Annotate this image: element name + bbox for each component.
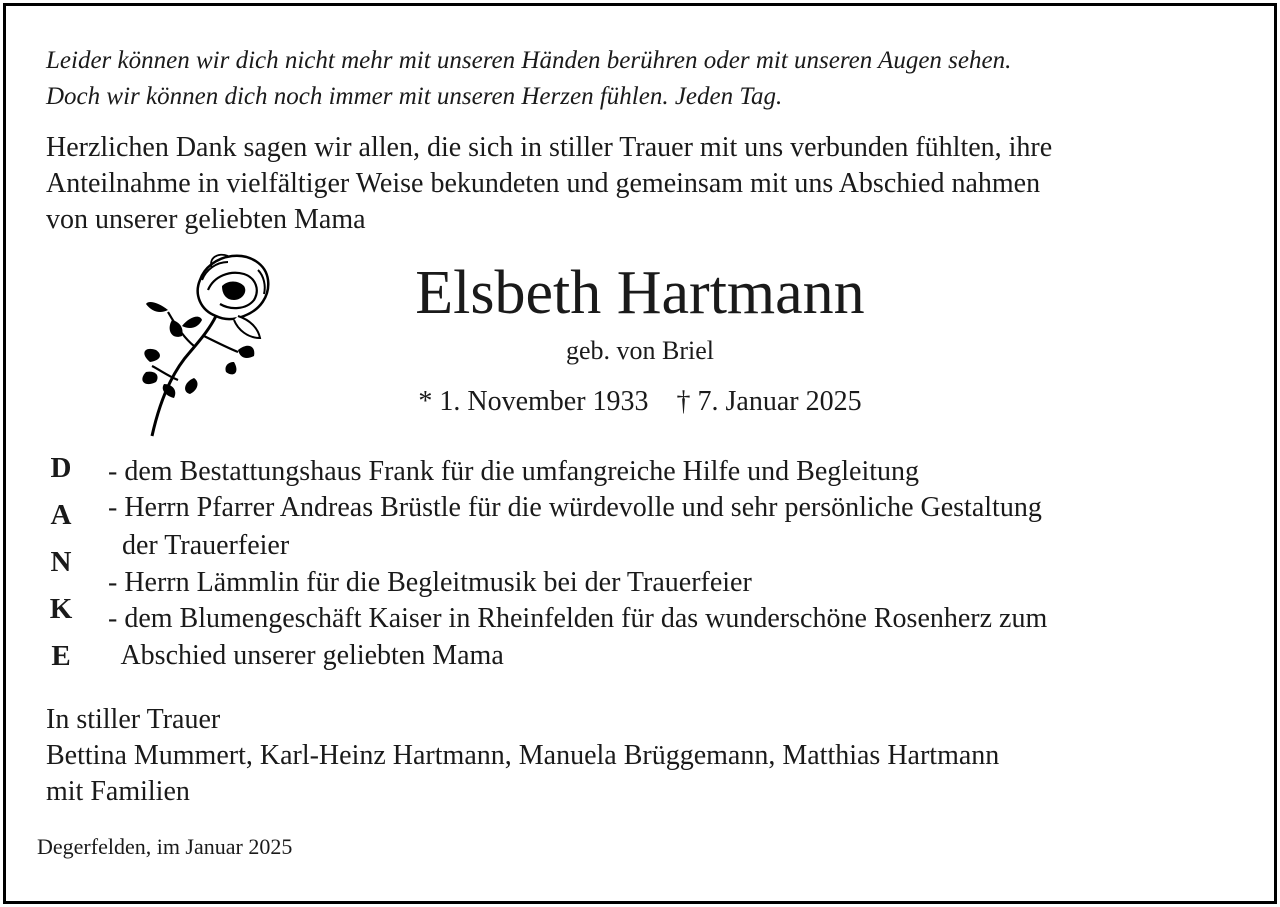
danke-letter-a: A	[50, 499, 72, 531]
danke-letter-d: D	[50, 452, 72, 484]
danke-letter-n: N	[50, 546, 72, 578]
thanks-item-4-cont: Abschied unserer geliebten Mama	[108, 640, 504, 671]
deceased-name: Elsbeth Hartmann	[415, 259, 865, 327]
intro-line-3: von unserer geliebten Mama	[46, 204, 366, 235]
thanks-item-2-cont: der Trauerfeier	[108, 530, 290, 561]
thanks-item-2: - Herrn Pfarrer Andreas Brüstle für die würdevolle und sehr persönliche Gestaltung	[108, 492, 1042, 523]
signoff-line-3: mit Familien	[46, 776, 190, 807]
danke-letter-k: K	[49, 593, 73, 625]
thanks-item-3: - Herrn Lämmlin für die Begleitmusik bei der Trauerfeier	[108, 567, 752, 598]
signoff-line-1: In stiller Trauer	[46, 704, 221, 735]
quote-line-1: Leider können wir dich nicht mehr mit unseren Händen berühren oder mit unseren Augen sehen.	[46, 47, 1012, 74]
intro-line-2: Anteilnahme in vielfältiger Weise bekundeten und gemeinsam mit uns Abschied nahmen	[46, 168, 1041, 199]
quote-line-2: Doch wir können dich noch immer mit unseren Herzen fühlen. Jeden Tag.	[46, 83, 783, 110]
place-date: Degerfelden, im Januar 2025	[37, 834, 293, 859]
maiden-name: geb. von Briel	[565, 336, 715, 365]
life-dates: * 1. November 1933 † 7. Januar 2025	[418, 386, 862, 417]
thanks-item-1: - dem Bestattungshaus Frank für die umfangreiche Hilfe und Begleitung	[108, 456, 920, 487]
intro-line-1: Herzlichen Dank sagen wir allen, die sich in stiller Trauer mit uns verbunden fühlten, ihre	[46, 132, 1053, 163]
thanks-item-4: - dem Blumengeschäft Kaiser in Rheinfelden für das wunderschöne Rosenherz zum	[108, 603, 1048, 634]
signoff-names: Bettina Mummert, Karl-Heinz Hartmann, Manuela Brüggemann, Matthias Hartmann	[46, 740, 1000, 771]
danke-letter-e: E	[51, 640, 71, 672]
